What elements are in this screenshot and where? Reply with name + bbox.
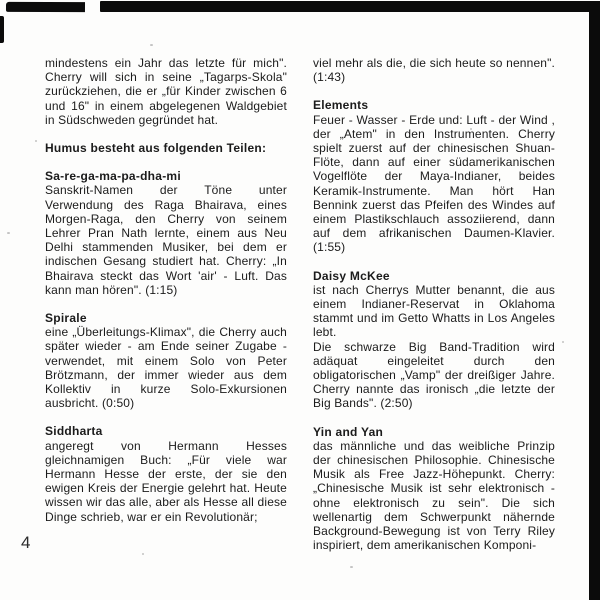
column-right [313,56,555,553]
section-intro-continuation [45,56,287,127]
page-number: 4 [21,533,31,552]
body-paragraph: das männliche und das weibliche Prinzip der chinesischen Philosophie. Chinesische Musik als Free Jazz-Höhepunkt. Cherry: „Chinesische Musik ist sehr elektronisch - ohne elektronisch zu sein". Die sich wellenartig dem Schwerpunkt nähernde Background-Bewegung ist von Terry Riley inspiriert, dem amerikanischen Komponi- [313,438,555,553]
body-paragraph: mindestens ein Jahr das letzte für mich". Cherry will sich in seine „Tagarps-Skola" zurückziehen, die er „für Kinder zwischen 6 und 16" in einem abgelegenen Waldgebiet in Südschweden gegründet hat. [45,56,287,127]
section-elements [313,98,555,254]
body-paragraph: ist nach Cherrys Mutter benannt, die aus einem Indianer-Reservat in Oklahoma stammt und im Getto Whatts in Los Angeles lebt. [313,282,555,340]
scan-speck [35,140,37,142]
section-continuation [313,56,555,84]
section-heading: Yin and Yan [313,424,384,439]
body-paragraph: Die schwarze Big Band-Tradition wird adäquat eingeleitet durch den obligatorischen „Vamp" der dreißiger Jahre. Cherry nannte das ironisch „die letzte der Big Bands". (2:50) [313,339,555,411]
scan-speck [562,341,564,343]
section-daisy-mckee [313,269,555,411]
section-heading: Elements [313,98,369,113]
scan-speck [142,553,144,555]
body-paragraph: Feuer - Wasser - Erde und: Luft - der Wind , der „Atem" in den Instrumenten. Cherry spielt zuerst auf der chinesischen Shuan-Flöte, dann auf einer südamerikanischen Vogelflöte der Maya-Indianer, beides Keramik-Instrumente. Man hört Han Bennink zuerst das Pfeifen des Windes auf einem Plastikschlauch assoziierend, dann auf dem afrikanischen Daumen-Klavier. (1:55) [313,112,555,255]
section-heading: Spirale [45,311,87,326]
section-heading: Sa-re-ga-ma-pa-dha-mi [45,169,181,184]
body-paragraph: Sanskrit-Namen der Töne unter Verwendung des Raga Bhairava, eines Morgen-Raga, den Cherry von seinem Lehrer Pran Nath lernte, einem aus Neu Delhi stammenden Musiker, bei dem er indischen Gesang studiert hat. Cherry: „In Bhairava steckt das Wort 'air' - Luft. Das kann man hören". (1:15) [45,183,287,297]
scan-edge-bar-top-right [100,1,593,12]
column-left [45,56,287,553]
section-heading: Humus besteht aus folgenden Teilen: [45,141,267,156]
scan-edge-tick-left [0,16,4,43]
scan-speck [150,44,153,46]
body-paragraph: eine „Überleitungs-Klimax", die Cherry auch später wieder - am Ende seiner Zugabe - verwendet, mit einem Solo von Peter Brötzmann, der immer wieder aus dem Kollektiv in kurze Solo-Exkursionen ausbricht. (0:50) [45,325,287,411]
section-heading: Siddharta [45,424,103,439]
section-saregama [45,169,287,297]
scan-speck [7,232,10,234]
section-spirale [45,311,287,410]
scan-edge-bar-right [589,1,600,600]
body-paragraph: angeregt von Hermann Hesses gleichnamigen Buch: „Für viele war Hermann Hesse der erste, der sie den ewigen Kreis der Energie gelehrt hat. Heute wissen wir das alle, aber als Hesse all diese Dinge schrieb, war er ein Revolutionär; [45,438,287,524]
scan-edge-bar-top-left [6,2,85,12]
section-yin-and-yan [313,425,555,553]
scan-speck [350,566,353,568]
section-siddharta [45,424,287,523]
body-paragraph: viel mehr als die, die sich heute so nennen". (1:43) [313,56,555,85]
section-heading: Daisy McKee [313,268,390,283]
section-humus-intro [45,141,287,155]
text-columns [45,56,555,553]
